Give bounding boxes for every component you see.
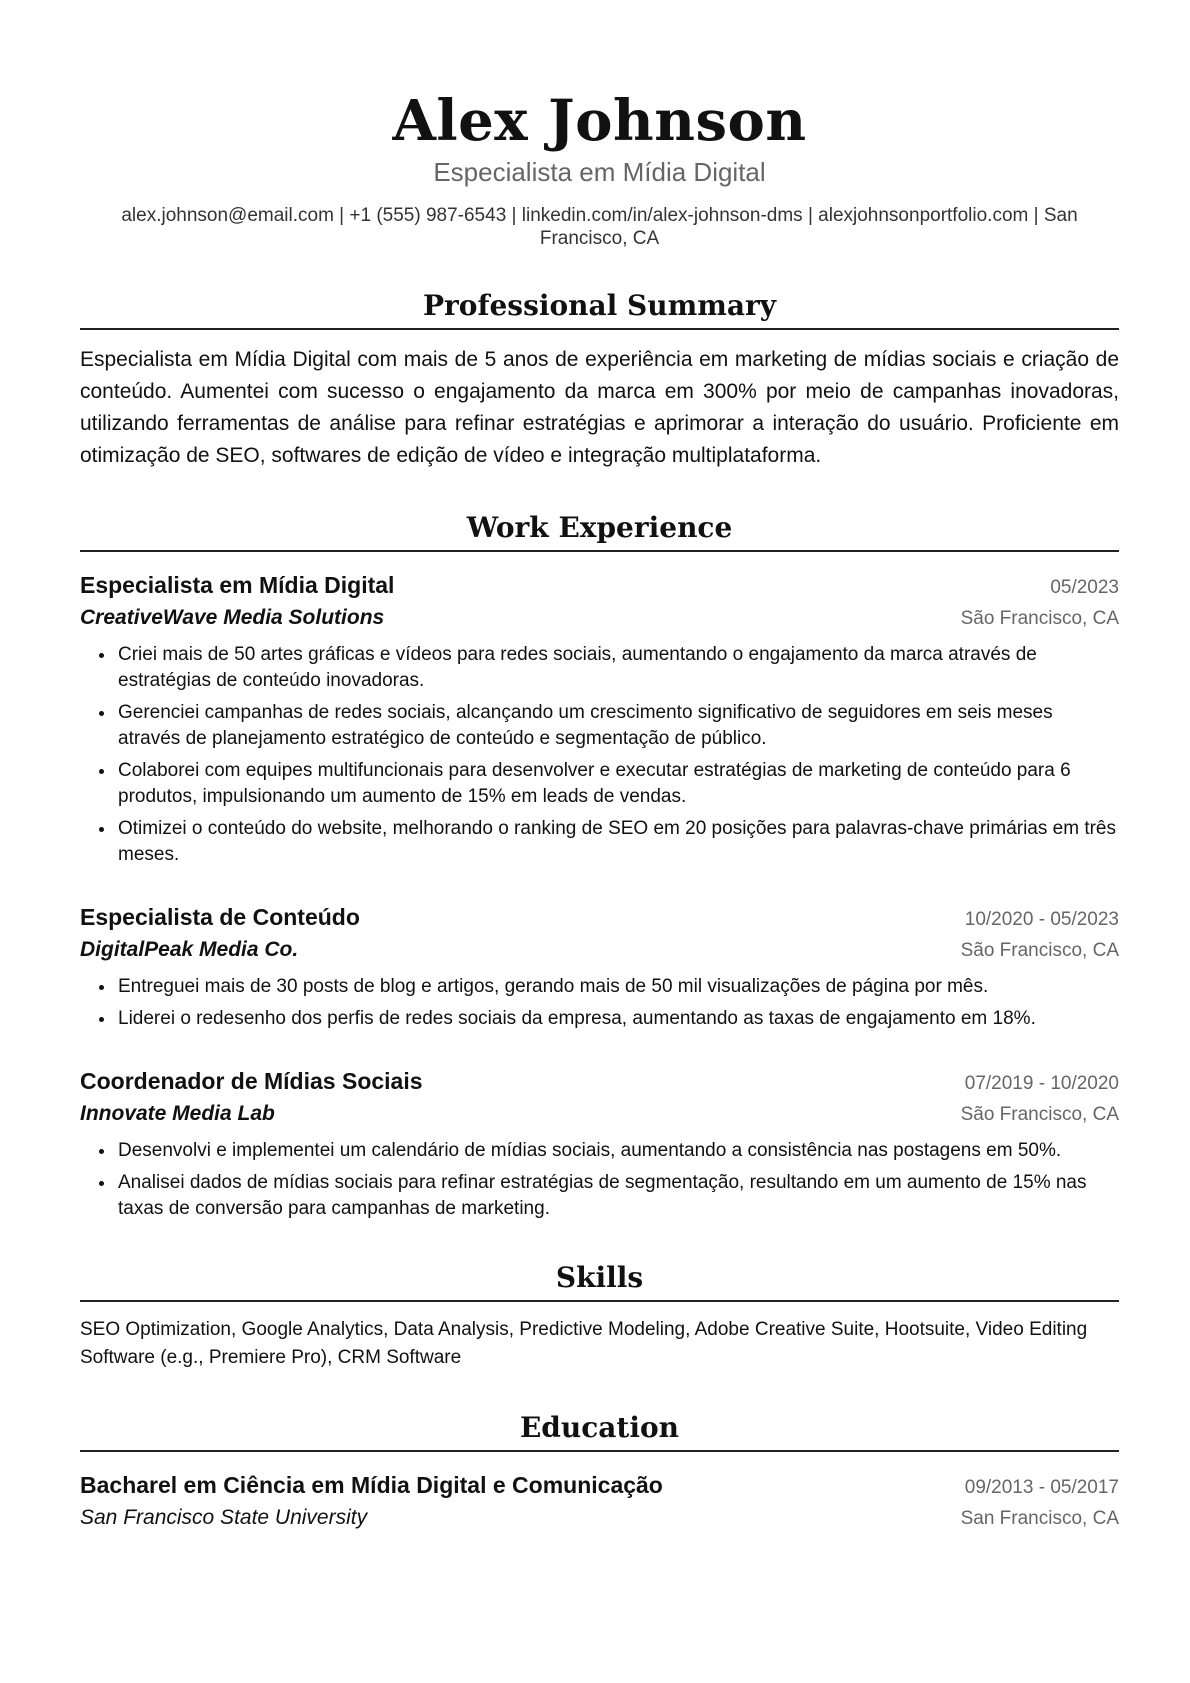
education-heading: Education [80, 1410, 1119, 1452]
summary-text: Especialista em Mídia Digital com mais de 5 anos de experiência em marketing de mídias sociais e criação de conteúdo. Aumentei com sucesso o engajamento da marca em 300% por meio de campanhas inovadoras, utilizando ferramentas de análise para refinar estratégias e aprimorar a interação do usuário. Proficiente em otimização de SEO, softwares de edição de vídeo e integração multiplataforma. [80, 348, 1119, 467]
experience-section [80, 510, 1119, 1222]
education-location: San Francisco, CA [960, 1508, 1119, 1529]
job-bullet: • Otimizei o conteúdo do website, melhorando o ranking de SEO em 20 posições para palavras-chave primárias em três meses. [116, 816, 1119, 868]
job-bullet: • Entreguei mais de 30 posts de blog e artigos, gerando mais de 50 mil visualizações de página por mês. [116, 974, 1119, 1000]
job-bullet: • Colaborei com equipes multifuncionais para desenvolver e executar estratégias de marketing de conteúdo para 6 produtos, impulsionando um aumento de 15% em leads de vendas. [116, 758, 1119, 810]
skills-section [80, 1260, 1119, 1372]
job-bullet: • Analisei dados de mídias sociais para refinar estratégias de segmentação, resultando em um aumento de 15% nas taxas de conversão para campanhas de marketing. [116, 1170, 1119, 1222]
skills-text: SEO Optimization, Google Analytics, Data Analysis, Predictive Modeling, Adobe Creative Suite, Hootsuite, Video Editing Software (e.g., Premiere Pro), CRM Software [80, 1319, 1088, 1368]
job-title: Coordenador de Mídias Sociais [80, 1068, 423, 1094]
job-title: Especialista em Mídia Digital [80, 572, 395, 598]
job-company: DigitalPeak Media Co. [80, 938, 299, 961]
job-entry [80, 570, 1119, 868]
education-degree: Bacharel em Ciência em Mídia Digital e Comunicação [80, 1472, 663, 1498]
job-location: São Francisco, CA [960, 940, 1119, 961]
skills-heading: Skills [80, 1260, 1119, 1302]
job-entry [80, 1066, 1119, 1222]
job-title: Especialista de Conteúdo [80, 904, 360, 930]
education-date: 09/2013 - 05/2017 [964, 1477, 1119, 1498]
job-date: 05/2023 [1050, 577, 1119, 598]
job-company: Innovate Media Lab [80, 1102, 275, 1125]
job-entry [80, 902, 1119, 1032]
job-bullet: • Gerenciei campanhas de redes sociais, alcançando um crescimento significativo de seguidores em seis meses através de planejamento estratégico de conteúdo e segmentação de público. [116, 700, 1119, 752]
summary-section [80, 288, 1119, 472]
job-bullets [80, 974, 1119, 1032]
job-bullet: • Criei mais de 50 artes gráficas e vídeos para redes sociais, aumentando o engajamento da marca através de estratégias de conteúdo inovadoras. [116, 642, 1119, 694]
candidate-headline: Especialista em Mídia Digital [433, 157, 766, 187]
education-school: San Francisco State University [80, 1506, 368, 1529]
job-date: 10/2020 - 05/2023 [964, 909, 1119, 930]
job-company: CreativeWave Media Solutions [80, 606, 385, 629]
job-bullets [80, 642, 1119, 868]
summary-heading: Professional Summary [80, 288, 1119, 330]
education-section [80, 1410, 1119, 1534]
job-location: São Francisco, CA [960, 1104, 1119, 1125]
job-bullet: • Desenvolvi e implementei um calendário de mídias sociais, aumentando a consistência nas postagens em 50%. [116, 1138, 1119, 1164]
job-bullet: • Liderei o redesenho dos perfis de redes sociais da empresa, aumentando as taxas de engajamento em 18%. [116, 1006, 1119, 1032]
education-entry [80, 1470, 1119, 1534]
job-location: São Francisco, CA [960, 608, 1119, 629]
resume-page [80, 0, 1119, 1534]
experience-heading: Work Experience [80, 510, 1119, 552]
job-date: 07/2019 - 10/2020 [964, 1073, 1119, 1094]
contact-info: alex.johnson@email.com | +1 (555) 987-6543 | linkedin.com/in/alex-johnson-dms | alexjohnsonportfolio.com | San Francisco, CA [121, 205, 1078, 249]
candidate-name: Alex Johnson [392, 88, 807, 154]
job-bullets [80, 1138, 1119, 1222]
